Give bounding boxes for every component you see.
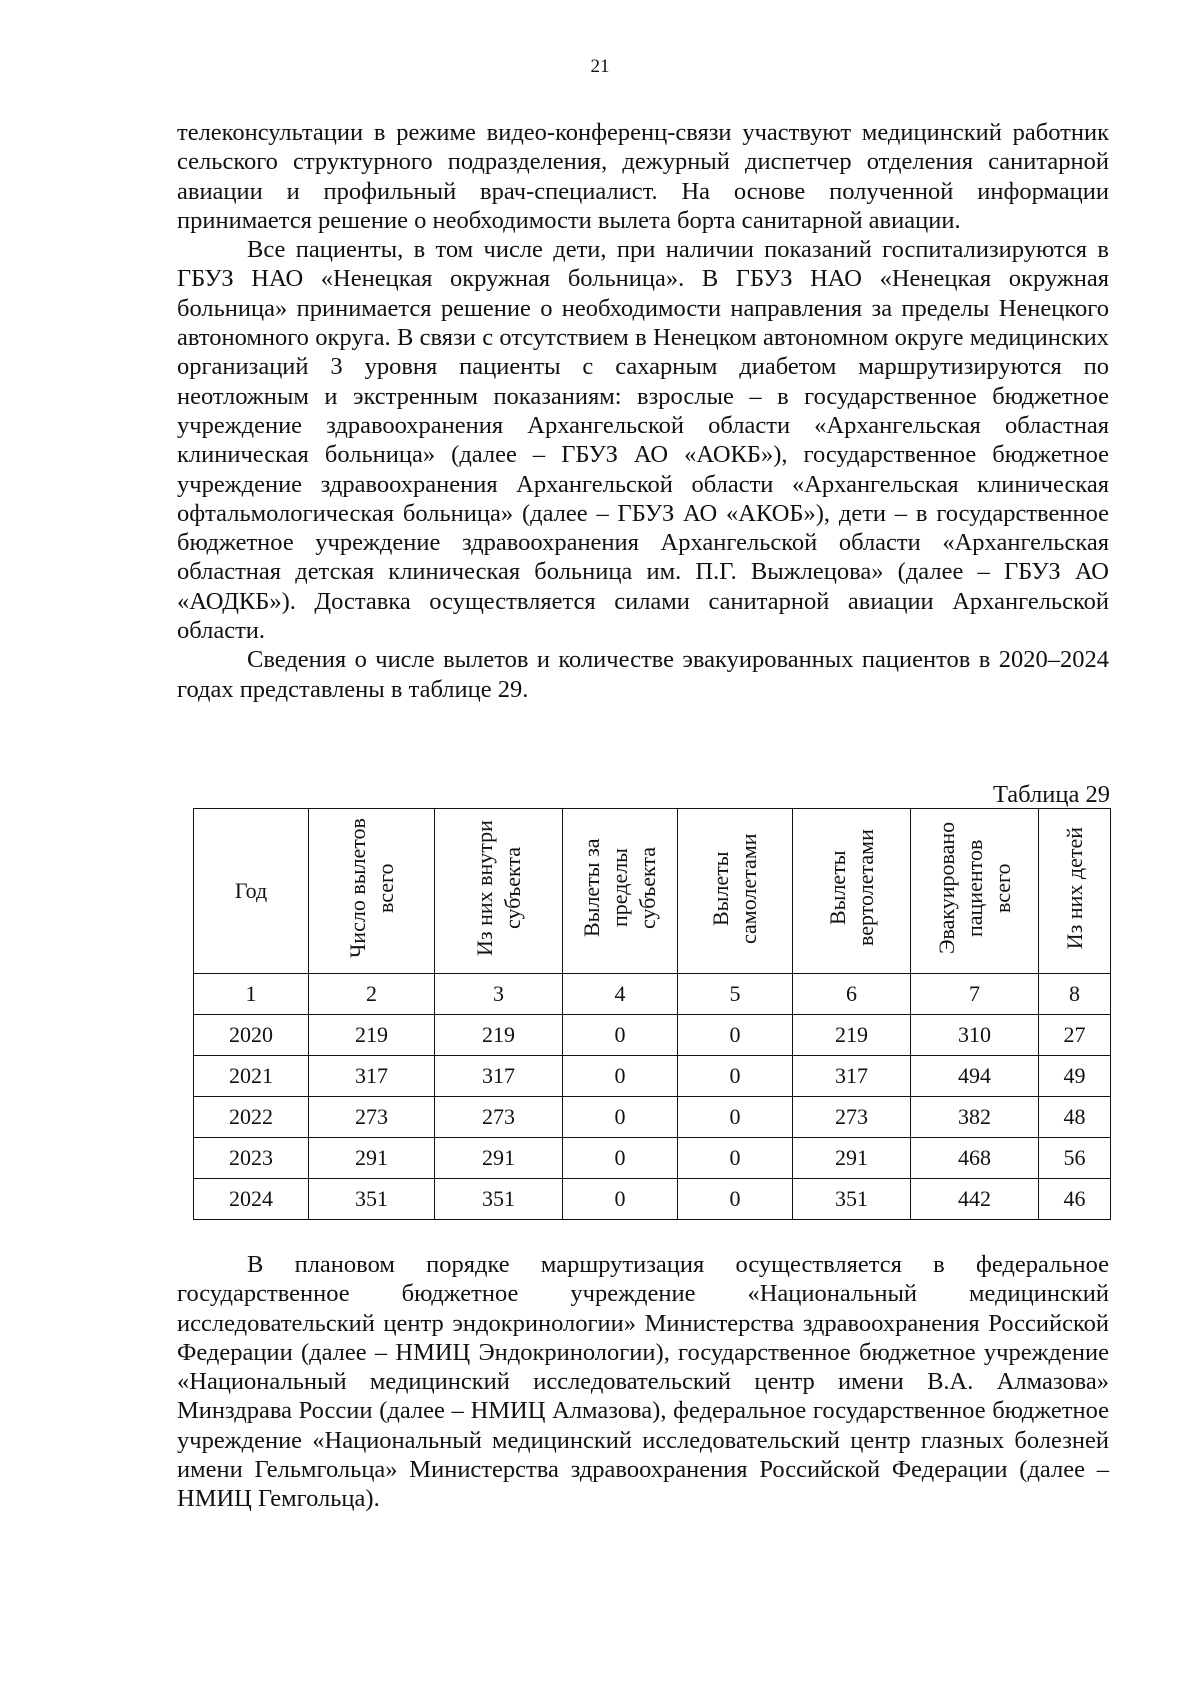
header-cell-within-region: Из них внутри субъекта [435, 809, 563, 974]
table-row [194, 1179, 1111, 1220]
flights-table [193, 808, 1111, 1220]
table-caption: Таблица 29 [992, 781, 1110, 808]
table-row [194, 1015, 1111, 1056]
table-cell: 317 [309, 1056, 435, 1097]
intro-paragraph: телеконсультации в режиме видео-конференц-связи участвуют медицинский работник сельского структурного подразделения, дежурный диспетчер отделения санитарной авиации и профильный врач-специалист. На основе полученной информации принимается решение о необходимости вылета борта санитарной авиации. [177, 119, 1109, 234]
table-cell: 2021 [194, 1056, 309, 1097]
table-cell: 0 [678, 1138, 793, 1179]
column-number: 8 [1039, 974, 1111, 1015]
header-cell-outside-region: Вылеты за пределы субъекта [563, 809, 678, 974]
page-number: 21 [590, 56, 610, 77]
table-cell: 351 [309, 1179, 435, 1220]
table-header-row [194, 809, 1111, 974]
table-cell: 219 [309, 1015, 435, 1056]
table-cell: 468 [911, 1138, 1039, 1179]
table-cell: 351 [435, 1179, 563, 1220]
paragraph-planned-routing: В плановом порядке маршрутизация осуществляется в федеральное государственное бюджетное учреждение «Национальный медицинский исследовательский центр эндокринологии» Министерства здравоохранения Российской Федерации (далее – НМИЦ Эндокринологии), государственное бюджетное учреждение «Национальный медицинский исследовательский центр имени В.А. Алмазова» Минздрава России (далее – НМИЦ Алмазова), федеральное государственное бюджетное учреждение «Национальный медицинский исследовательский центр глазных болезней имени Гельмгольца» Министерства здравоохранения Российской Федерации (далее – НМИЦ Гемгольца). [177, 1251, 1109, 1513]
table-row [194, 1056, 1111, 1097]
table-cell: 27 [1039, 1015, 1111, 1056]
header-cell-year: Год [194, 809, 309, 974]
table-cell: 56 [1039, 1138, 1111, 1179]
table-cell: 219 [435, 1015, 563, 1056]
table-cell: 317 [793, 1056, 911, 1097]
table-cell: 0 [563, 1097, 678, 1138]
table-cell: 382 [911, 1097, 1039, 1138]
table-row [194, 1138, 1111, 1179]
table-cell: 310 [911, 1015, 1039, 1056]
table-cell: 219 [793, 1015, 911, 1056]
column-number: 3 [435, 974, 563, 1015]
table-cell: 0 [678, 1015, 793, 1056]
table-column-numbers-row [194, 974, 1111, 1015]
paragraph-hospitalization: Все пациенты, в том числе дети, при наличии показаний госпитализируются в ГБУЗ НАО «Ненецкая окружная больница». В ГБУЗ НАО «Ненецкая окружная больница» принимается решение о необходимости направления за пределы Ненецкого автономного округа. В связи с отсутствием в Ненецком автономном округе медицинских организаций 3 уровня пациенты с сахарным диабетом маршрутизируются по неотложным и экстренным показаниям: взрослые – в государственное бюджетное учреждение здравоохранения Архангельской области «Архангельская областная клиническая больница» (далее – ГБУЗ АО «АОКБ»), государственное бюджетное учреждение здравоохранения Архангельской области «Архангельская клиническая офтальмологическая больница» (далее – ГБУЗ АО «АКОБ»), дети – в государственное бюджетное учреждение здравоохранения Архангельской области «Архангельская областная детская клиническая больница им. П.Г. Выжлецова» (далее – ГБУЗ АО «АОДКБ»). Доставка осуществляется силами санитарной авиации Архангельской области. [177, 236, 1109, 645]
header-cell-children: Из них детей [1039, 809, 1111, 974]
table-cell: 273 [309, 1097, 435, 1138]
table-cell: 317 [435, 1056, 563, 1097]
column-number: 5 [678, 974, 793, 1015]
header-cell-evacuated-total: Эвакуировано пациентов всего [911, 809, 1039, 974]
column-number: 4 [563, 974, 678, 1015]
table-cell: 0 [563, 1056, 678, 1097]
body-text-bottom [177, 1250, 1109, 1514]
table-cell: 48 [1039, 1097, 1111, 1138]
table-cell: 2024 [194, 1179, 309, 1220]
table-cell: 0 [563, 1179, 678, 1220]
paragraph-table-reference: Сведения о числе вылетов и количестве эвакуированных пациентов в 2020–2024 годах представлены в таблице 29. [177, 646, 1109, 703]
header-cell-by-plane: Вылеты самолетами [678, 809, 793, 974]
header-cell-by-helicopter: Вылеты вертолетами [793, 809, 911, 974]
table-cell: 351 [793, 1179, 911, 1220]
table-cell: 0 [678, 1056, 793, 1097]
table-cell: 291 [309, 1138, 435, 1179]
table-cell: 273 [435, 1097, 563, 1138]
column-number: 7 [911, 974, 1039, 1015]
table-cell: 291 [793, 1138, 911, 1179]
table-cell: 0 [678, 1097, 793, 1138]
table-cell: 2020 [194, 1015, 309, 1056]
column-number: 2 [309, 974, 435, 1015]
table-cell: 46 [1039, 1179, 1111, 1220]
table-cell: 291 [435, 1138, 563, 1179]
table-cell: 2022 [194, 1097, 309, 1138]
table-cell: 49 [1039, 1056, 1111, 1097]
header-cell-flights-total: Число вылетов всего [309, 809, 435, 974]
table-cell: 273 [793, 1097, 911, 1138]
body-text-top [177, 118, 1109, 704]
table-cell: 442 [911, 1179, 1039, 1220]
table-cell: 2023 [194, 1138, 309, 1179]
table-cell: 0 [563, 1138, 678, 1179]
column-number: 1 [194, 974, 309, 1015]
table-cell: 0 [678, 1179, 793, 1220]
table-cell: 494 [911, 1056, 1039, 1097]
column-number: 6 [793, 974, 911, 1015]
table-row [194, 1097, 1111, 1138]
table-cell: 0 [563, 1015, 678, 1056]
